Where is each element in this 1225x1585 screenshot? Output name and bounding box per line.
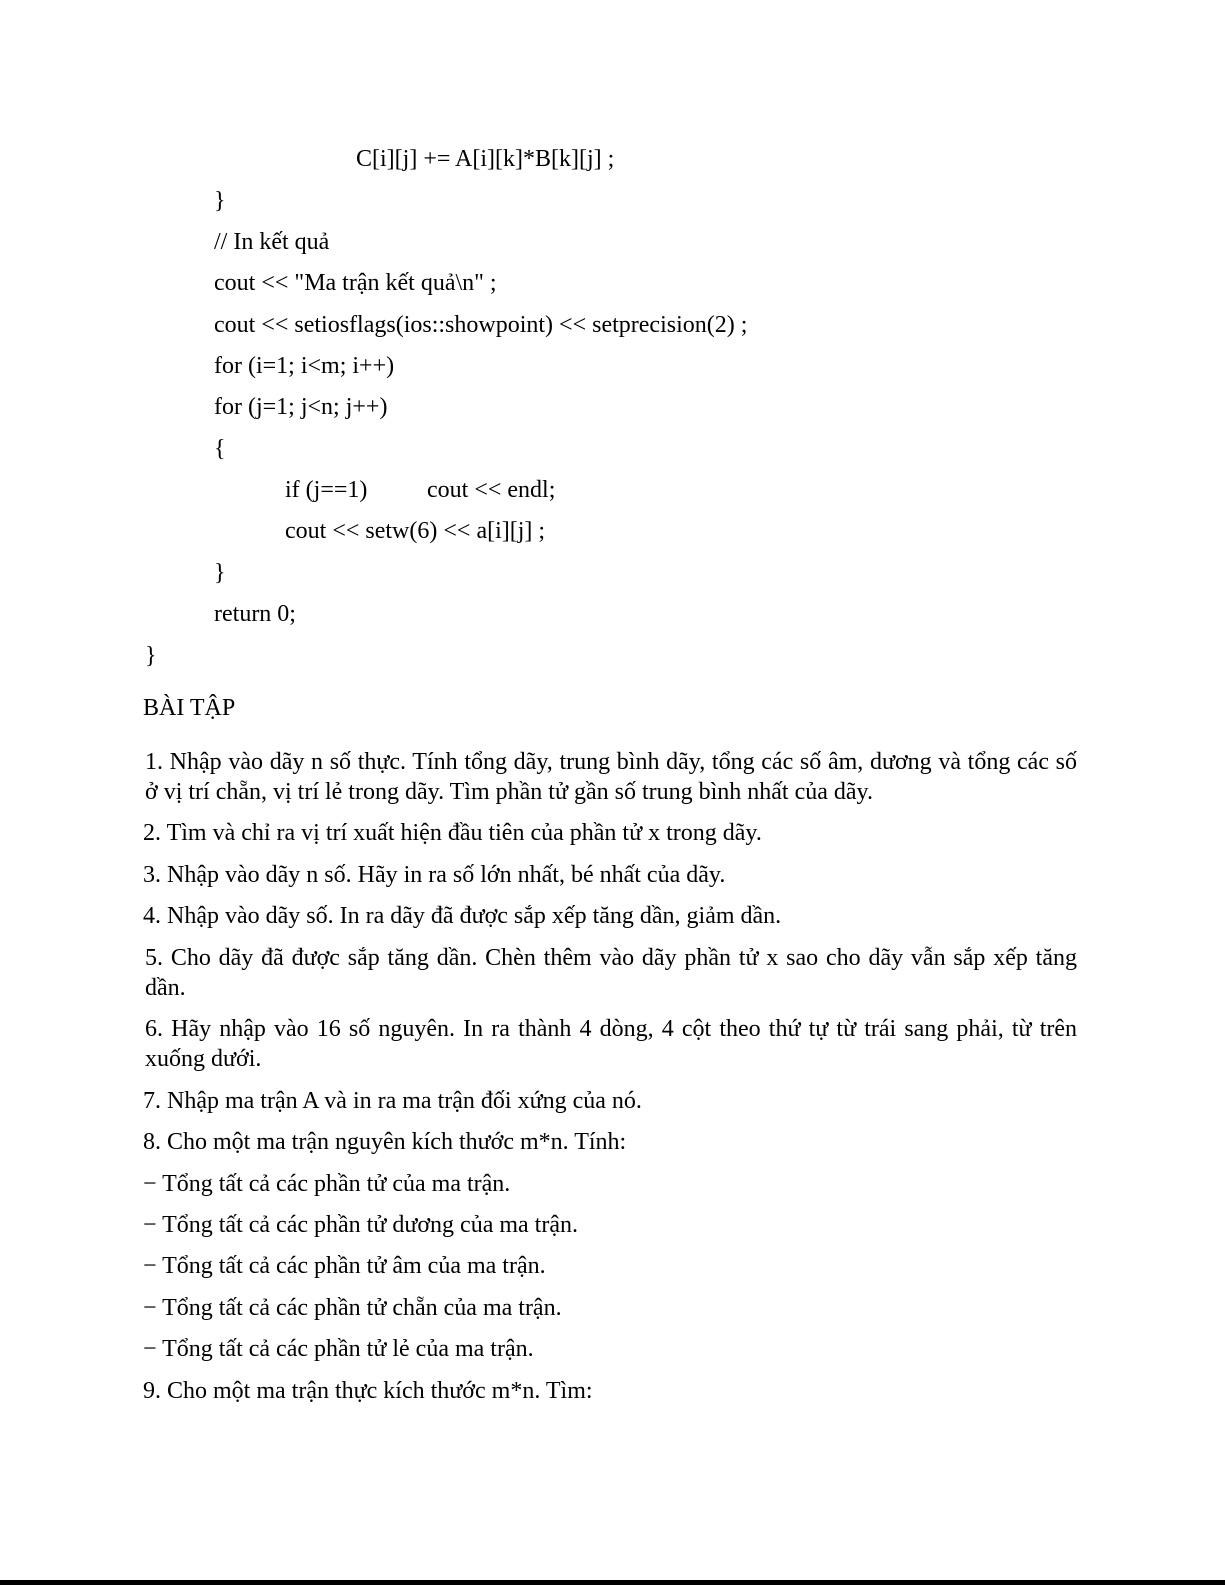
code-line: cout << "Ma trận kết quả\n" ; xyxy=(214,270,497,296)
exercise-subitem: − Tổng tất cả các phần tử của ma trận. xyxy=(143,1171,511,1197)
code-line: } xyxy=(214,188,226,214)
exercise-item: 4. Nhập vào dãy số. In ra dãy đã được sắp xếp tăng dần, giảm dần. xyxy=(143,903,782,929)
code-line: } xyxy=(214,560,226,586)
code-line: cout << setw(6) << a[i][j] ; xyxy=(285,518,546,544)
code-line: if (j==1) xyxy=(285,477,368,503)
exercise-item: 5. Cho dãy đã được sắp tăng dần. Chèn thêm vào dãy phần tử x sao cho dãy vẫn sắp xếp tăng dần. xyxy=(145,945,1077,1001)
exercise-item: 1. Nhập vào dãy n số thực. Tính tổng dãy, trung bình dãy, tổng các số âm, dương và tổng các số ở vị trí chẵn, vị trí lẻ trong dãy. Tìm phần tử gần số trung bình nhất của dãy. xyxy=(145,749,1077,805)
code-line: cout << endl; xyxy=(427,477,556,503)
code-line: } xyxy=(145,643,157,669)
code-line: { xyxy=(214,436,226,462)
exercise-item: 8. Cho một ma trận nguyên kích thước m*n. Tính: xyxy=(143,1129,627,1155)
exercise-subitem: − Tổng tất cả các phần tử lẻ của ma trận. xyxy=(143,1336,534,1362)
exercise-item: 7. Nhập ma trận A và in ra ma trận đối xứng của nó. xyxy=(143,1088,642,1114)
code-line: C[i][j] += A[i][k]*B[k][j] ; xyxy=(356,146,615,172)
exercise-subitem: − Tổng tất cả các phần tử âm của ma trận. xyxy=(143,1253,546,1279)
exercise-item: 2. Tìm và chỉ ra vị trí xuất hiện đầu tiên của phần tử x trong dãy. xyxy=(143,820,762,846)
exercise-item: 9. Cho một ma trận thực kích thước m*n. Tìm: xyxy=(143,1378,593,1404)
exercise-subitem: − Tổng tất cả các phần tử chẵn của ma trận. xyxy=(143,1295,562,1321)
code-line: return 0; xyxy=(214,601,296,627)
exercise-item: 3. Nhập vào dãy n số. Hãy in ra số lớn nhất, bé nhất của dãy. xyxy=(143,862,726,888)
code-line: for (i=1; i<m; i++) xyxy=(214,353,395,379)
page-bottom-border xyxy=(0,1580,1225,1585)
code-comment: // In kết quả xyxy=(214,229,330,255)
exercise-subitem: − Tổng tất cả các phần tử dương của ma trận. xyxy=(143,1212,578,1238)
code-line: cout << setiosflags(ios::showpoint) << setprecision(2) ; xyxy=(214,312,748,338)
code-line: for (j=1; j<n; j++) xyxy=(214,394,388,420)
section-heading: BÀI TẬP xyxy=(143,695,236,721)
exercise-item: 6. Hãy nhập vào 16 số nguyên. In ra thành 4 dòng, 4 cột theo thứ tự từ trái sang phải, từ trên xuống dưới. xyxy=(145,1016,1077,1072)
